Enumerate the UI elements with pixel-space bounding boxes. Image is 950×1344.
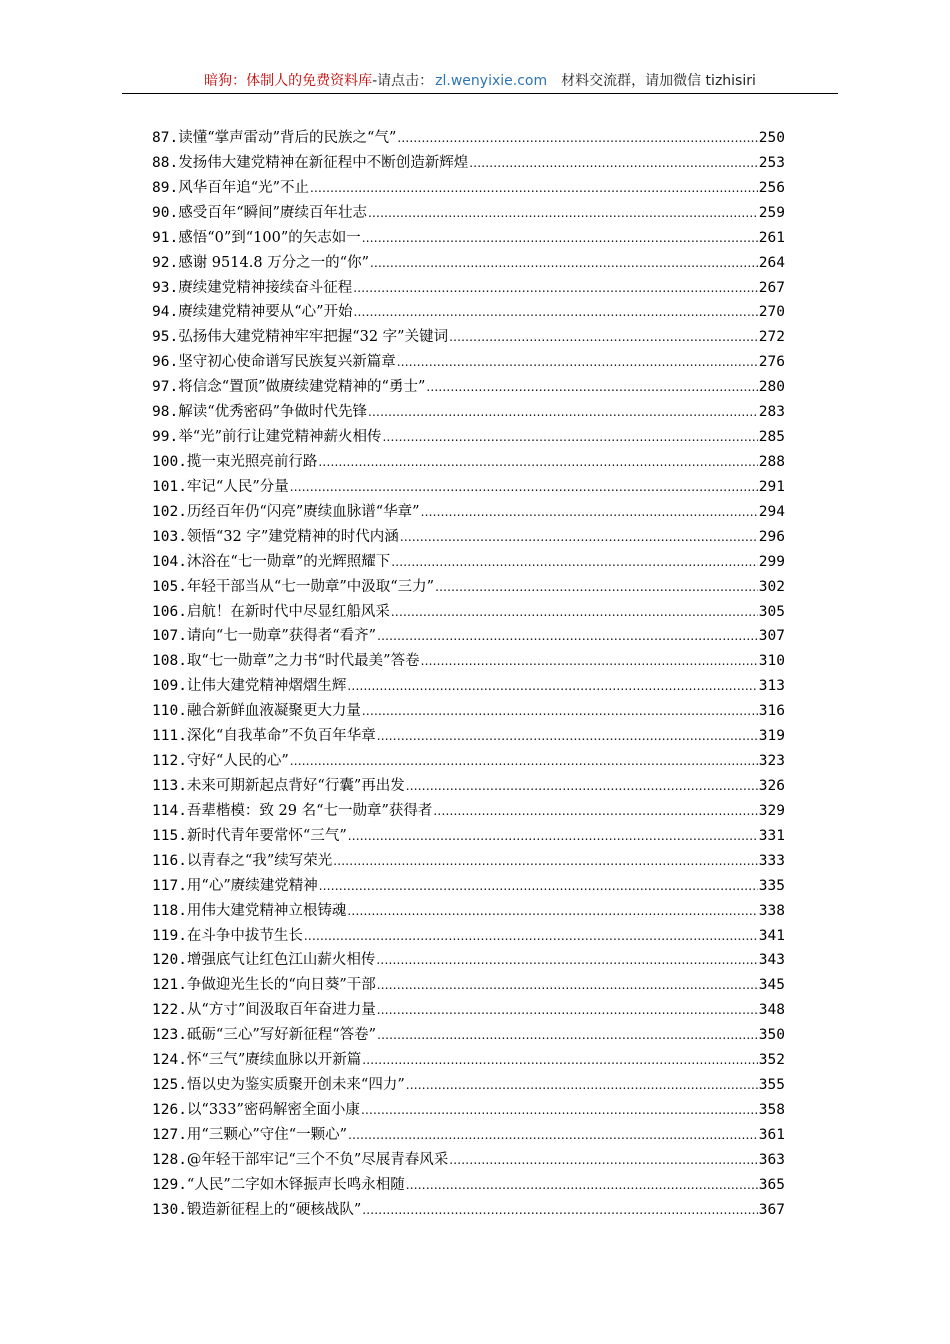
- toc-entry-page: 333: [758, 852, 785, 869]
- toc-entry-page: 326: [758, 777, 785, 794]
- toc-entry-title: 牢记“人民”分量: [186, 478, 289, 495]
- toc-entry-title: 历经百年仍“闪亮”赓续血脉谱“华章”: [186, 503, 420, 520]
- toc-leader-dots: [377, 998, 758, 1022]
- toc-entry-page: 302: [758, 578, 785, 595]
- toc-entry[interactable]: [152, 375, 785, 400]
- toc-leader-dots: [304, 924, 758, 948]
- toc-entry[interactable]: [152, 575, 785, 600]
- toc-entry-number: 123.: [152, 1027, 187, 1044]
- toc-entry[interactable]: [152, 276, 785, 301]
- toc-entry-page: 296: [758, 528, 785, 545]
- toc-entry[interactable]: [152, 400, 785, 425]
- toc-entry-page: 341: [758, 927, 785, 944]
- page-header: [122, 70, 838, 92]
- toc-entry-page: 313: [758, 678, 785, 695]
- toc-entry-title: 赓续建党精神要从“心”开始: [178, 304, 353, 321]
- toc-entry-number: 121.: [152, 977, 187, 994]
- toc-entry-number: 87.: [152, 130, 179, 146]
- toc-entry-title: 风华百年追“光”不止: [178, 179, 310, 196]
- toc-leader-dots: [368, 400, 758, 424]
- toc-entry[interactable]: [152, 425, 785, 450]
- toc-entry-number: 110.: [152, 703, 187, 720]
- toc-entry[interactable]: [152, 849, 785, 874]
- toc-entry-page: 250: [758, 130, 785, 146]
- toc-entry[interactable]: [152, 699, 785, 724]
- toc-entry-page: 294: [758, 503, 785, 520]
- toc-leader-dots: [353, 276, 758, 300]
- toc-entry-page: 270: [758, 304, 785, 321]
- toc-entry-title: 感谢 9514.8 万分之一的“你”: [178, 254, 369, 271]
- toc-entry-page: 310: [758, 653, 785, 670]
- toc-entry[interactable]: [152, 350, 785, 375]
- toc-leader-dots: [449, 1148, 758, 1172]
- toc-entry-number: 118.: [152, 902, 187, 919]
- toc-entry-number: 104.: [152, 553, 187, 570]
- toc-entry-number: 106.: [152, 603, 187, 620]
- toc-entry-number: 120.: [152, 952, 187, 969]
- toc-entry-number: 127.: [152, 1126, 187, 1143]
- toc-entry-number: 92.: [152, 254, 179, 271]
- toc-entry-page: 358: [758, 1101, 785, 1118]
- toc-entry-page: 335: [758, 877, 785, 894]
- toc-entry-number: 117.: [152, 877, 187, 894]
- toc-leader-dots: [397, 126, 757, 150]
- toc-entry-number: 111.: [152, 728, 187, 745]
- toc-entry-title: 砥砺“三心”写好新征程“答卷”: [186, 1027, 377, 1044]
- toc-entry[interactable]: [152, 674, 785, 699]
- toc-entry-number: 112.: [152, 753, 187, 770]
- toc-leader-dots: [377, 973, 758, 997]
- toc-entry[interactable]: [152, 450, 785, 475]
- toc-entry[interactable]: [152, 948, 785, 973]
- toc-entry-page: 367: [758, 1201, 785, 1218]
- toc-entry-title: 感受百年“瞬间”赓续百年壮志: [178, 204, 368, 221]
- toc-entry-title: “人民”二字如木铎振声长鸣永相随: [186, 1176, 405, 1193]
- toc-entry-number: 97.: [152, 379, 179, 396]
- toc-entry-page: 319: [758, 728, 785, 745]
- toc-entry-number: 105.: [152, 578, 187, 595]
- toc-entry[interactable]: [152, 475, 785, 500]
- toc-entry-number: 115.: [152, 827, 187, 844]
- toc-entry-number: 116.: [152, 852, 187, 869]
- toc-entry[interactable]: [152, 500, 785, 525]
- toc-entry-title: 发扬伟大建党精神在新征程中不断创造新辉煌: [178, 154, 469, 171]
- header-rule: [122, 93, 838, 94]
- toc-entry-title: 举“光”前行让建党精神薪火相传: [178, 429, 382, 446]
- header-prompt: -请点击：: [372, 73, 434, 89]
- toc-leader-dots: [435, 575, 758, 599]
- toc-entry-page: 253: [758, 154, 785, 171]
- toc-entry-title: 领悟“32 字”建党精神的时代内涵: [186, 528, 399, 545]
- toc-entry-page: 323: [758, 753, 785, 770]
- toc-entry-page: 299: [758, 553, 785, 570]
- toc-leader-dots: [362, 1198, 758, 1222]
- toc-entry-title: 争做迎光生长的“向日葵”干部: [186, 977, 376, 994]
- toc-entry-number: 94.: [152, 304, 179, 321]
- toc-entry-title: 守好“人民的心”: [186, 753, 289, 770]
- toc-entry[interactable]: [152, 799, 785, 824]
- toc-leader-dots: [290, 475, 758, 499]
- toc-leader-dots: [361, 1098, 758, 1122]
- toc-entry-page: 355: [758, 1077, 785, 1094]
- toc-entry-title: 揽一束光照亮前行路: [186, 453, 318, 470]
- toc-entry[interactable]: [152, 151, 785, 176]
- toc-entry-number: 101.: [152, 478, 187, 495]
- toc-entry[interactable]: [152, 176, 785, 201]
- toc-leader-dots: [377, 1023, 758, 1047]
- toc-leader-dots: [433, 799, 757, 823]
- toc-leader-dots: [362, 699, 758, 723]
- toc-leader-dots: [318, 450, 757, 474]
- toc-entry-number: 88.: [152, 154, 179, 171]
- toc-entry-page: 288: [758, 453, 785, 470]
- toc-entry-title: 让伟大建党精神熠熠生辉: [186, 678, 347, 695]
- toc-leader-dots: [426, 375, 757, 399]
- toc-entry-page: 329: [758, 802, 785, 819]
- toc-entry[interactable]: [152, 1048, 785, 1073]
- toc-entry-page: 348: [758, 1002, 785, 1019]
- toc-leader-dots: [348, 1123, 758, 1147]
- toc-entry-page: 365: [758, 1176, 785, 1193]
- toc-entry-title: 锻造新征程上的“硬核战队”: [186, 1201, 362, 1218]
- toc-entry-title: 吾辈楷模：致 29 名“七一勋章”获得者: [186, 802, 433, 819]
- toc-entry-number: 107.: [152, 628, 187, 645]
- toc-entry[interactable]: [152, 924, 785, 949]
- toc-entry-page: 343: [758, 952, 785, 969]
- toc-entry-title: 取“七一勋章”之力书“时代最美”答卷: [186, 653, 420, 670]
- toc-entry-page: 363: [758, 1151, 785, 1168]
- toc-leader-dots: [406, 1173, 758, 1197]
- toc-entry-title: 赓续建党精神接续奋斗征程: [178, 279, 353, 296]
- toc-leader-dots: [333, 849, 758, 873]
- toc-leader-dots: [391, 550, 758, 574]
- toc-entry-title: 启航！在新时代中尽显红船风采: [186, 603, 390, 620]
- toc-entry-title: 怀“三气”赓续血脉以开新篇: [186, 1052, 362, 1069]
- table-of-contents: [152, 126, 785, 1223]
- toc-leader-dots: [319, 874, 758, 898]
- toc-leader-dots: [362, 1048, 758, 1072]
- toc-entry-title: 年轻干部当从“七一勋章”中汲取“三力”: [186, 578, 435, 595]
- toc-entry-number: 100.: [152, 453, 187, 470]
- toc-entry-number: 119.: [152, 927, 187, 944]
- toc-entry-number: 129.: [152, 1176, 187, 1193]
- toc-entry-number: 124.: [152, 1052, 187, 1069]
- toc-entry[interactable]: [152, 226, 785, 251]
- toc-entry[interactable]: [152, 1198, 785, 1223]
- toc-entry[interactable]: [152, 600, 785, 625]
- header-contact: 材料交流群，请加微信 tizhisiri: [561, 73, 756, 89]
- toc-entry-title: 弘扬伟大建党精神牢牢把握“32 字”关键词: [178, 329, 449, 346]
- toc-leader-dots: [400, 525, 758, 549]
- toc-leader-dots: [397, 350, 758, 374]
- toc-leader-dots: [469, 151, 758, 175]
- toc-entry-number: 91.: [152, 229, 179, 246]
- toc-entry-title: 未来可期新起点背好“行囊”再出发: [186, 777, 405, 794]
- toc-leader-dots: [368, 201, 758, 225]
- toc-leader-dots: [377, 724, 758, 748]
- toc-entry[interactable]: [152, 624, 785, 649]
- toc-entry[interactable]: [152, 126, 785, 151]
- toc-entry-number: 98.: [152, 404, 179, 421]
- toc-entry-page: 256: [758, 179, 785, 196]
- toc-leader-dots: [348, 824, 758, 848]
- toc-entry-title: 读懂“掌声雷动”背后的民族之“气”: [178, 130, 397, 146]
- toc-leader-dots: [354, 300, 758, 324]
- toc-entry[interactable]: [152, 325, 785, 350]
- toc-entry-number: 89.: [152, 179, 179, 196]
- toc-entry-number: 95.: [152, 329, 179, 346]
- toc-entry-page: 280: [758, 379, 785, 396]
- toc-entry-number: 113.: [152, 777, 187, 794]
- toc-entry-title: 解读“优秀密码”争做时代先锋: [178, 404, 368, 421]
- toc-entry[interactable]: [152, 649, 785, 674]
- toc-leader-dots: [383, 425, 758, 449]
- toc-entry-title: 用伟大建党精神立根铸魂: [186, 902, 347, 919]
- toc-entry-title: 从“方寸”间汲取百年奋进力量: [186, 1002, 376, 1019]
- toc-entry-number: 128.: [152, 1151, 187, 1168]
- toc-entry-page: 276: [758, 354, 785, 371]
- toc-entry-page: 361: [758, 1126, 785, 1143]
- toc-entry-title: 深化“自我革命”不负百年华章: [186, 728, 376, 745]
- toc-entry[interactable]: [152, 724, 785, 749]
- toc-entry-title: 融合新鲜血液凝聚更大力量: [186, 703, 361, 720]
- toc-entry-page: 307: [758, 628, 785, 645]
- header-brand: 暗狗：体制人的免费资料库: [204, 73, 373, 89]
- toc-entry[interactable]: [152, 1123, 785, 1148]
- toc-entry-number: 102.: [152, 503, 187, 520]
- toc-entry-title: 新时代青年要常怀“三气”: [186, 827, 347, 844]
- toc-entry-page: 283: [758, 404, 785, 421]
- toc-entry[interactable]: [152, 1173, 785, 1198]
- toc-entry-number: 90.: [152, 204, 179, 221]
- toc-leader-dots: [290, 749, 758, 773]
- toc-entry[interactable]: [152, 874, 785, 899]
- toc-leader-dots: [421, 649, 758, 673]
- toc-entry[interactable]: [152, 1148, 785, 1173]
- toc-entry-page: 305: [758, 603, 785, 620]
- toc-entry-page: 352: [758, 1052, 785, 1069]
- toc-entry-title: 沐浴在“七一勋章”的光辉照耀下: [186, 553, 391, 570]
- toc-entry-title: 将信念“置顶”做赓续建党精神的“勇士”: [178, 379, 426, 396]
- toc-entry-page: 285: [758, 429, 785, 446]
- toc-entry-page: 291: [758, 478, 785, 495]
- toc-entry-page: 350: [758, 1027, 785, 1044]
- toc-leader-dots: [377, 624, 758, 648]
- toc-entry[interactable]: [152, 1023, 785, 1048]
- toc-entry-page: 338: [758, 902, 785, 919]
- toc-entry-page: 259: [758, 204, 785, 221]
- toc-leader-dots: [310, 176, 758, 200]
- toc-entry[interactable]: [152, 550, 785, 575]
- toc-entry-number: 122.: [152, 1002, 187, 1019]
- toc-entry-page: 261: [758, 229, 785, 246]
- toc-leader-dots: [376, 948, 757, 972]
- toc-entry[interactable]: [152, 749, 785, 774]
- toc-entry[interactable]: [152, 899, 785, 924]
- toc-entry-title: 用“三颗心”守住“一颗心”: [186, 1126, 348, 1143]
- toc-leader-dots: [347, 899, 757, 923]
- header-link[interactable]: zl.wenyixie.com: [435, 73, 548, 89]
- toc-entry[interactable]: [152, 1073, 785, 1098]
- toc-leader-dots: [347, 674, 757, 698]
- toc-entry-number: 126.: [152, 1101, 187, 1118]
- toc-entry-title: @年轻干部牢记“三个不负”尽展青春风采: [186, 1151, 449, 1168]
- toc-entry[interactable]: [152, 1098, 785, 1123]
- toc-entry-number: 99.: [152, 429, 179, 446]
- toc-entry-title: 增强底气让红色江山薪火相传: [186, 952, 376, 969]
- toc-entry[interactable]: [152, 998, 785, 1023]
- toc-entry-number: 96.: [152, 354, 179, 371]
- toc-entry-title: 用“心”赓续建党精神: [186, 877, 318, 894]
- toc-entry-title: 请向“七一勋章”获得者“看齐”: [186, 628, 377, 645]
- toc-entry-number: 108.: [152, 653, 187, 670]
- toc-entry-page: 331: [758, 827, 785, 844]
- toc-entry-title: 以“333”密码解密全面小康: [186, 1101, 360, 1118]
- toc-leader-dots: [370, 251, 758, 275]
- toc-entry-number: 130.: [152, 1201, 187, 1218]
- toc-entry-number: 125.: [152, 1077, 187, 1094]
- toc-leader-dots: [421, 500, 758, 524]
- toc-entry[interactable]: [152, 774, 785, 799]
- toc-entry[interactable]: [152, 824, 785, 849]
- toc-entry[interactable]: [152, 525, 785, 550]
- toc-entry-title: 在斗争中拔节生长: [186, 927, 303, 944]
- toc-entry-number: 103.: [152, 528, 187, 545]
- toc-leader-dots: [449, 325, 758, 349]
- toc-entry-title: 感悟“0”到“100”的矢志如一: [178, 229, 361, 246]
- toc-entry-page: 267: [758, 279, 785, 296]
- toc-entry[interactable]: [152, 201, 785, 226]
- toc-entry-page: 264: [758, 254, 785, 271]
- toc-entry-number: 109.: [152, 678, 187, 695]
- toc-entry-page: 316: [758, 703, 785, 720]
- toc-entry-number: 93.: [152, 279, 179, 296]
- toc-entry-page: 272: [758, 329, 785, 346]
- toc-entry-number: 114.: [152, 802, 187, 819]
- toc-entry-page: 345: [758, 977, 785, 994]
- toc-leader-dots: [362, 226, 758, 250]
- toc-entry[interactable]: [152, 251, 785, 276]
- toc-leader-dots: [406, 774, 758, 798]
- toc-entry-title: 悟以史为鉴实质聚开创未来“四力”: [186, 1077, 405, 1094]
- toc-entry[interactable]: [152, 300, 785, 325]
- toc-entry-title: 坚守初心使命谱写民族复兴新篇章: [178, 354, 396, 371]
- toc-leader-dots: [391, 600, 758, 624]
- toc-leader-dots: [406, 1073, 758, 1097]
- toc-entry-title: 以青春之“我”续写荣光: [186, 852, 333, 869]
- toc-entry[interactable]: [152, 973, 785, 998]
